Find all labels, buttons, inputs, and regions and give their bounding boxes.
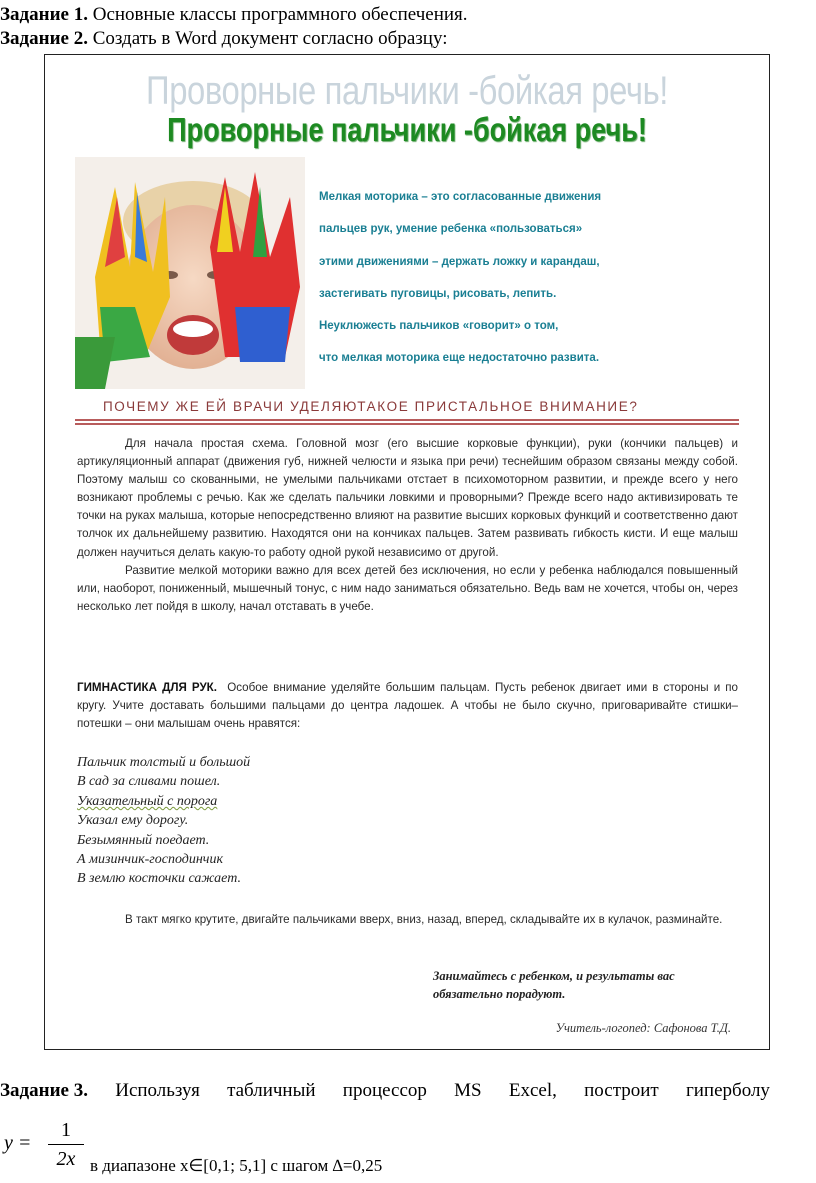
- paragraph-1: Для начала простая схема. Головной мозг (его высшие корковые функции), руки (кончики пальцев) и артикуляционный аппарат (движения губ, нижней челюсти и языка при речи) теснейшим образом связаны между собой. Поэтому малыш со скованными, не умелыми пальчиками отстает в психомоторном развитии, и прежде всего у него возникают проблемы с речью. Как же сделать пальчики ловкими и проворными? Прежде всего надо активизировать те точки на руках малыша, которые непосредственно влияют на развитие высших корковых функций и соответственно дают толчок их дальнейшему развитию. Находятся они на кончиках пальцев. Затем развивать гибкость кисти. И еще малыш должен научиться делать какую-то работу одной рукой независимо от другой.: [77, 437, 738, 559]
- fraction-bar: [48, 1144, 84, 1145]
- paragraph-3: В такт мягко крутите, двигайте пальчиками вверх, вниз, назад, вперед, складывайте их в кулачок, разминайте.: [125, 913, 723, 926]
- main-title: Проворные пальчики -бойкая речь!: [167, 111, 647, 148]
- closing-note: [433, 967, 675, 1003]
- intro-line: застегивать пуговицы, рисовать, лепить.: [319, 287, 557, 300]
- task-2: [0, 28, 447, 50]
- signature: Учитель-логопед: Сафонова Т.Д.: [555, 1021, 731, 1035]
- closing-line-1: Занимайтесь с ребенком, и результаты вас: [433, 969, 675, 983]
- task-3-label: Задание 3.: [0, 1080, 88, 1101]
- heading-rule-2: [75, 423, 739, 425]
- gymnastics-label: ГИМНАСТИКА ДЛЯ РУК.: [77, 681, 217, 694]
- section-heading: ПОЧЕМУ ЖЕ ЕЙ ВРАЧИ УДЕЛЯЮТАКОЕ ПРИСТАЛЬНОЕ ВНИМАНИЕ?: [103, 399, 639, 414]
- poem-line: Безымянный поедает.: [77, 832, 210, 848]
- task-3-word: Excel,: [508, 1080, 557, 1101]
- poem-line: А мизинчик-господинчик: [77, 852, 224, 868]
- task-1-label: Задание 1.: [0, 4, 88, 25]
- intro-line: что мелкая моторика еще недостаточно развита.: [319, 352, 600, 365]
- task-1-text: Основные классы программного обеспечения.: [92, 4, 468, 25]
- child-hands-image: [75, 157, 305, 389]
- intro-line: Мелкая моторика – это согласованные движения: [319, 191, 602, 203]
- intro-line: этими движениями – держать ложку и карандаш,: [319, 255, 600, 268]
- ghost-title: Проворные пальчики -бойкая речь!: [146, 69, 668, 113]
- formula-lhs: y =: [4, 1132, 32, 1154]
- poem-line: В сад за сливами пошел.: [77, 774, 221, 790]
- range-text: в диапазоне x∈[0,1; 5,1] с шагом ∆=0,25: [90, 1156, 383, 1175]
- formula-numerator: 1: [61, 1119, 71, 1141]
- task-3-word: MS: [454, 1080, 482, 1101]
- poem-line: Указал ему дорогу.: [77, 813, 189, 829]
- formula-fraction: [48, 1118, 84, 1171]
- sample-document-frame: [44, 54, 770, 1050]
- main-text: [77, 435, 738, 616]
- heading-rule: [75, 419, 739, 421]
- child-hands-photo: [75, 157, 305, 389]
- task-3-word: гиперболу: [685, 1080, 770, 1101]
- intro-line: Неуклюжесть пальчиков «говорит» о том,: [319, 320, 559, 333]
- poem-line: Пальчик толстый и большой: [77, 755, 251, 770]
- final-paragraph: [77, 911, 738, 929]
- poem-line: Указательный с порога: [77, 793, 218, 809]
- intro-text: [319, 191, 749, 385]
- task-3-word: Используя: [115, 1080, 200, 1101]
- gymnastics-text: Особое внимание уделяйте большим пальцам. Пусть ребенок двигает ими в стороны и по кругу. Учите доставать большими пальцами до центра ладошек. А чтобы не было скучно, приговаривайте стишки–потешки – они малышам очень нравятся:: [77, 681, 738, 731]
- task-3-word: построит: [584, 1080, 659, 1101]
- poem-line: В землю косточки сажает.: [77, 871, 241, 887]
- gymnastics-block: [77, 679, 738, 733]
- paragraph-2: Развитие мелкой моторики важно для всех детей без исключения, но если у ребенка наблюдался повышенный или, наоборот, пониженный, мышечный тонус, с ним надо заниматься обязательно. Ведь вам не хочется, чтобы он, через несколько лет пойдя в школу, начал отставать в учебе.: [77, 563, 738, 613]
- task-2-label: Задание 2.: [0, 28, 88, 49]
- intro-line: пальцев рук, умение ребенка «пользоваться»: [319, 223, 583, 236]
- poem: [77, 753, 250, 889]
- task-3-word: табличный: [227, 1080, 316, 1101]
- task-3: [0, 1080, 770, 1102]
- closing-line-2: обязательно порадуют.: [433, 987, 566, 1001]
- task-3-word: процессор: [342, 1080, 427, 1101]
- formula-denominator: 2x: [56, 1148, 76, 1170]
- task-1: [0, 4, 468, 26]
- task-2-text: Создать в Word документ согласно образцу:: [92, 28, 448, 49]
